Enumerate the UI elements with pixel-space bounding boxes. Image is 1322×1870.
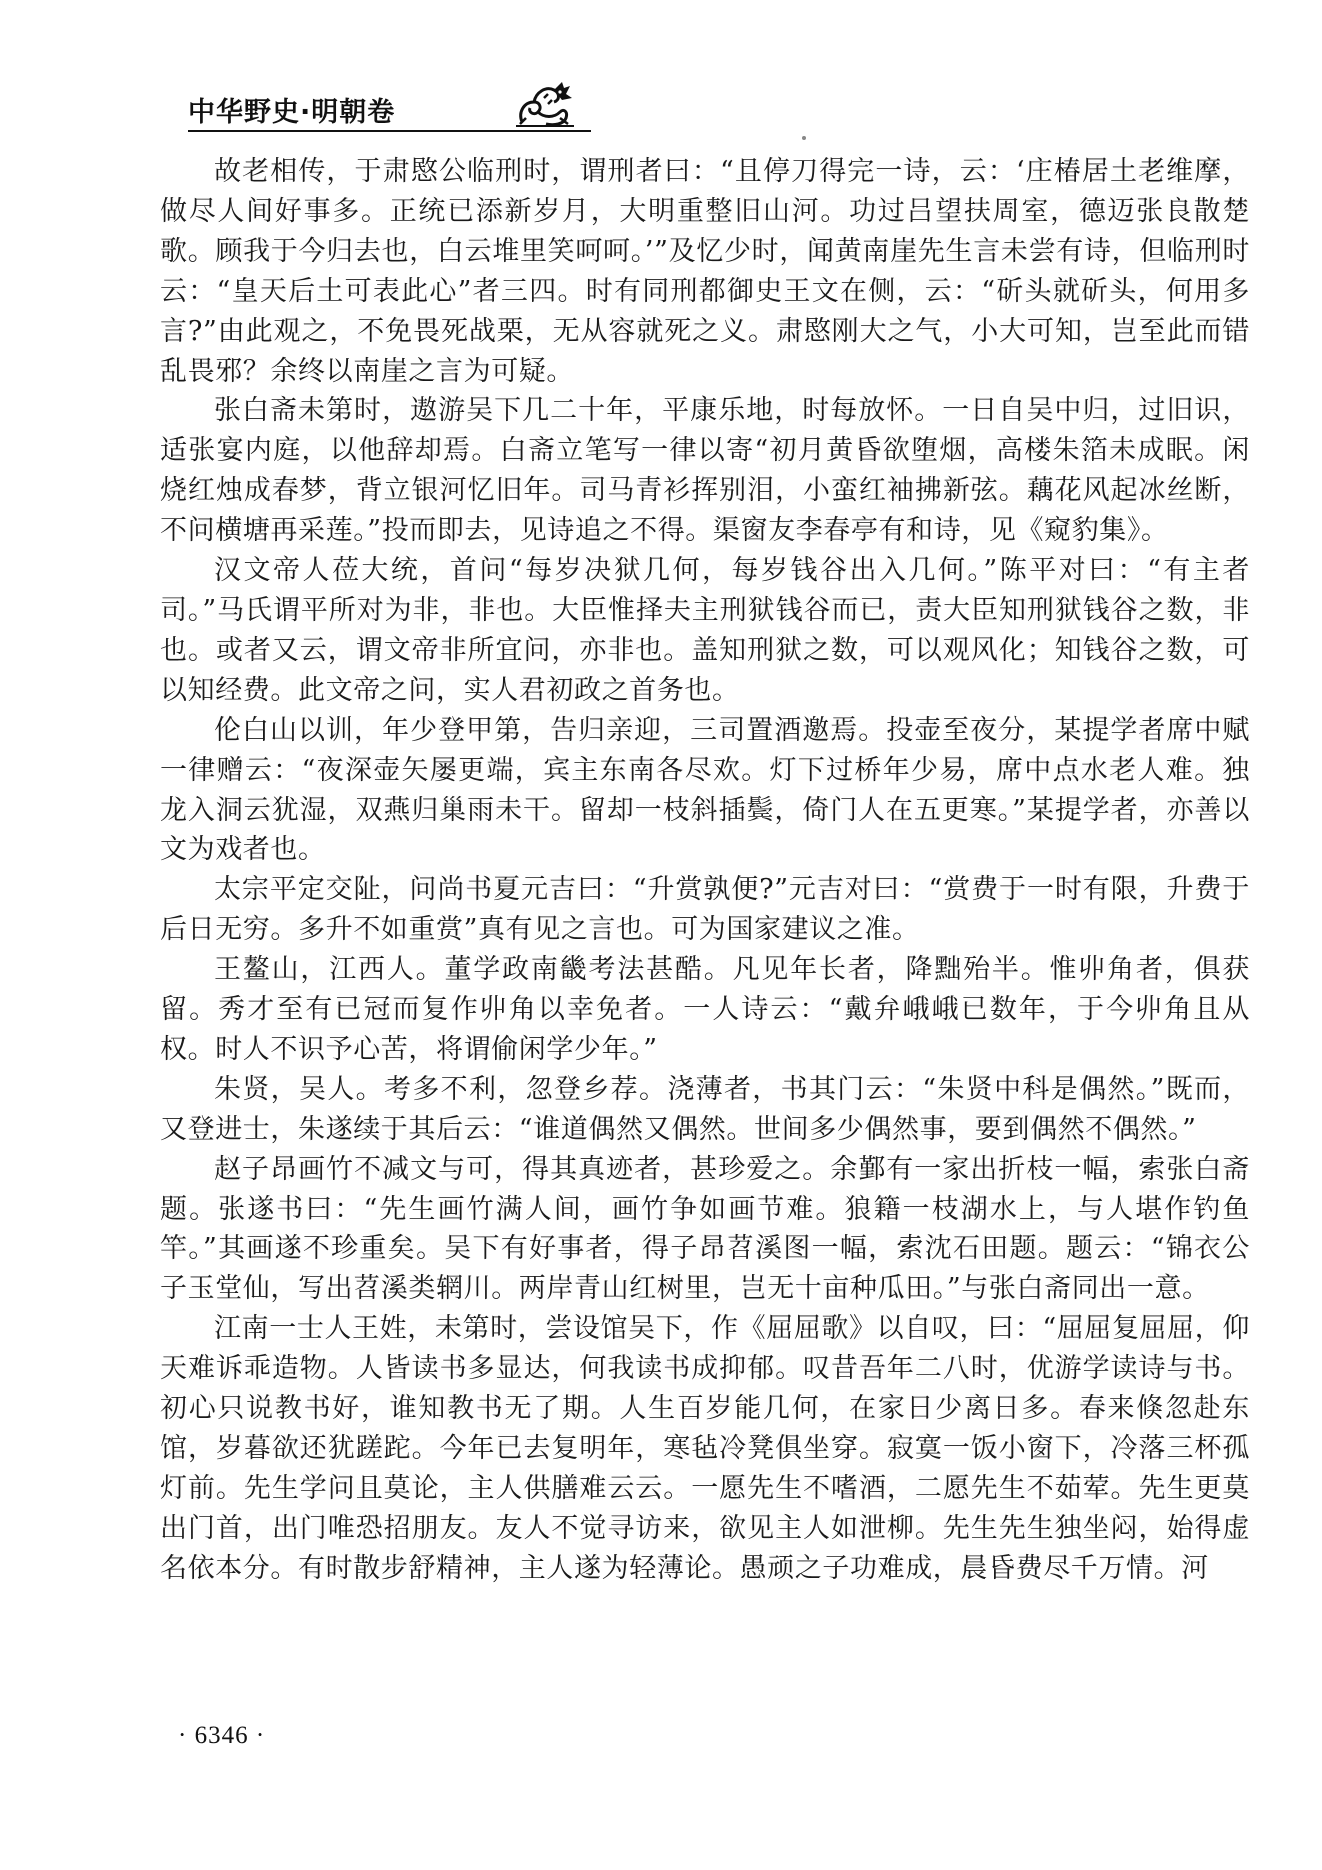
body-text [160, 152, 1250, 1589]
paragraph: 朱贤，吴人。考多不利，忽登乡荐。浇薄者，书其门云：“朱贤中科是偶然。”既而，又登进士，朱遂续于其后云：“谁道偶然又偶然。世间多少偶然事，要到偶然不偶然。” [160, 1073, 1250, 1145]
running-header [188, 78, 1228, 138]
paragraph: 赵子昂画竹不减文与可，得其真迹者，甚珍爱之。余鄞有一家出折枝一幅，索张白斋题。张遂书曰：“先生画竹满人间，画竹争如画节难。狼籍一枝湖水上，与人堪作钓鱼竿。”其画遂不珍重矣。吴下有好事者，得子昂苕溪图一幅，索沈石田题。题云：“锦衣公子玉堂仙，写出苕溪类辋川。两岸青山红树里，岂无十亩种瓜田。”与张白斋同出一意。 [160, 1153, 1250, 1305]
paragraph: 王鳌山，江西人。董学政南畿考法甚酷。凡见年长者，降黜殆半。惟丱角者，俱获留。秀才至有已冠而复作丱角以幸免者。一人诗云：“戴弁峨峨已数年，于今丱角且从权。时人不识予心苦，将谓偷闲学少年。” [160, 954, 1250, 1065]
paragraph: 故老相传，于肃愍公临刑时，谓刑者曰：“且停刀得完一诗，云：‘庄椿居土老维摩，做尽人间好事多。正统已添新岁月，大明重整旧山河。功过吕望扶周室，德迈张良散楚歌。顾我于今归去也，白云堆里笑呵呵。’”及忆少时，闻黄南崖先生言未尝有诗，但临刑时云：“皇天后土可表此心”者三四。时有同刑都御史王文在侧，云：“斫头就斫头，何用多言?”由此观之，不免畏死战栗，无从容就死之义。肃愍刚大之气，小大可知，岂至此而错乱畏邪？余终以南崖之言为可疑。 [160, 156, 1250, 387]
paragraph: 太宗平定交阯，问尚书夏元吉曰：“升赏孰便?”元吉对曰：“赏费于一时有限，升费于后日无穷。多升不如重赏”真有见之言也。可为国家建议之准。 [160, 874, 1250, 946]
paragraph: 伦白山以训，年少登甲第，告归亲迎，三司置酒邀焉。投壶至夜分，某提学者席中赋一律赠云：“夜深壶矢屡更端，宾主东南各尽欢。灯下过桥年少易，席中点水老人难。独龙入洞云犹湿，双燕归巢雨未干。留却一枝斜插鬓，倚门人在五更寒。”某提学者，亦善以文为戏者也。 [160, 714, 1250, 866]
scan-speck [802, 136, 806, 140]
paragraph: 江南一士人王姓，未第时，尝设馆吴下，作《屈屈歌》以自叹，曰：“屈屈复屈屈，仰天难诉乖造物。人皆读书多显达，何我读书成抑郁。叹昔吾年二八时，优游学读诗与书。初心只说教书好，谁知教书无了期。人生百岁能几何，在家日少离日多。春来倏忽赴东馆，岁暮欲还犹蹉跎。今年已去复明年，寒毡冷凳俱坐穿。寂寞一饭小窗下，冷落三杯孤灯前。先生学问且莫论，主人供膳难云云。一愿先生不嗜酒，二愿先生不茹荤。先生更莫出门首，出门唯恐招朋友。友人不觉寻访来，欲见主人如泄柳。先生先生独坐闷，始得虚名依本分。有时散步舒精神，主人遂为轻薄论。愚顽之子功难成，晨昏费尽千万情。河 [160, 1313, 1250, 1584]
paragraph: 张白斋未第时，遨游吴下几二十年，平康乐地，时每放怀。一日自吴中归，过旧识，适张宴内庭，以他辞却焉。白斋立笔写一律以寄“初月黄昏欲堕烟，高楼朱箔未成眠。闲烧红烛成春梦，背立银河忆旧年。司马青衫挥别泪，小蛮红袖拂新弦。藕花风起冰丝断，不问横塘再采莲。”投而即去，见诗追之不得。渠窗友李春亭有和诗，见《窥豹集》。 [160, 395, 1250, 547]
dragon-emblem-icon [514, 78, 576, 128]
page-number: · 6346 · [178, 1722, 266, 1749]
paragraph: 汉文帝人莅大统，首问“每岁决狱几何，每岁钱谷出入几何。”陈平对曰：“有主者司。”马氏谓平所对为非，非也。大臣惟择夫主刑狱钱谷而已，责大臣知刑狱钱谷之数，非也。或者又云，谓文帝非所宜问，亦非也。盖知刑狱之数，可以观风化；知钱谷之数，可以知经费。此文帝之问，实人君初政之首务也。 [160, 555, 1250, 706]
book-title: 中华野史·明朝卷 [188, 97, 396, 128]
header-divider [188, 130, 591, 132]
